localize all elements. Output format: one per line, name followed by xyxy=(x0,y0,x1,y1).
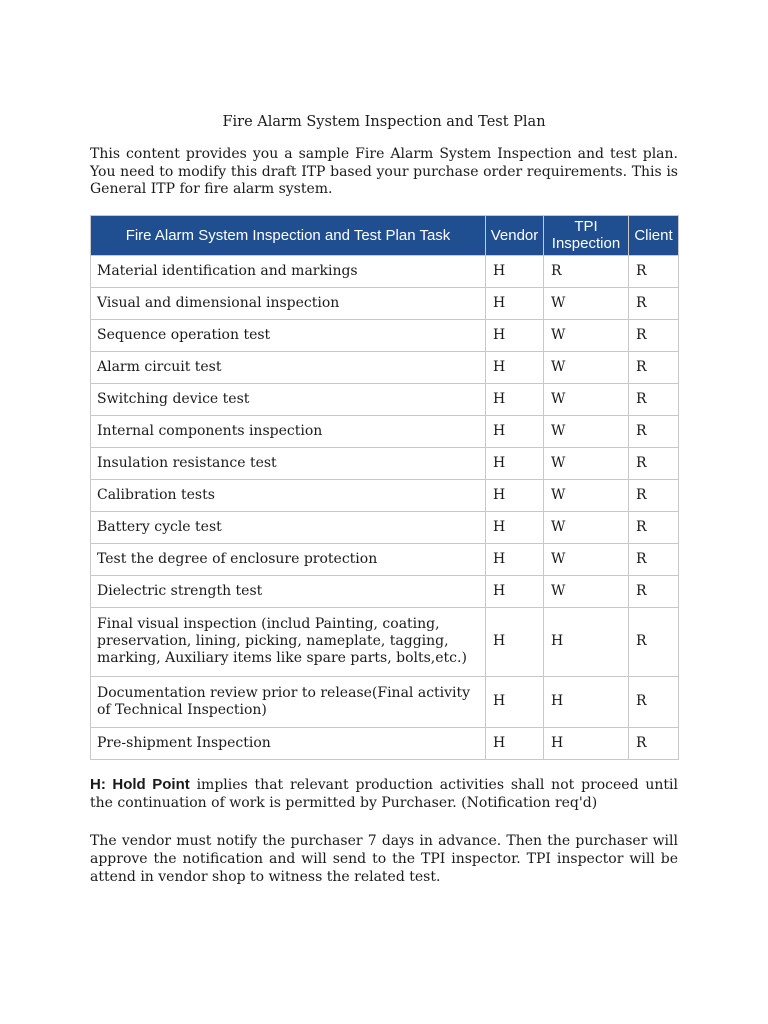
vendor-cell: H xyxy=(486,255,544,287)
client-cell: R xyxy=(629,415,679,447)
client-cell: R xyxy=(629,543,679,575)
table-row xyxy=(91,543,679,575)
tpi-cell: W xyxy=(544,415,629,447)
vendor-cell: H xyxy=(486,543,544,575)
tpi-cell: H xyxy=(544,676,629,727)
vendor-cell: H xyxy=(486,447,544,479)
client-cell: R xyxy=(629,511,679,543)
task-cell: Test the degree of enclosure protection xyxy=(91,543,486,575)
tpi-cell: W xyxy=(544,479,629,511)
vendor-cell: H xyxy=(486,727,544,759)
task-cell: Insulation resistance test xyxy=(91,447,486,479)
client-cell: R xyxy=(629,447,679,479)
intro-paragraph: This content provides you a sample Fire Alarm System Inspection and test plan. You need to modify this draft ITP based your purchase order requirements. This is General ITP for fire alarm system. xyxy=(90,146,678,197)
client-cell: R xyxy=(629,727,679,759)
table-row xyxy=(91,447,679,479)
document-title: Fire Alarm System Inspection and Test Plan xyxy=(222,114,546,130)
vendor-cell: H xyxy=(486,383,544,415)
vendor-cell: H xyxy=(486,607,544,676)
hold-point-term: H: Hold Point xyxy=(90,775,190,793)
task-cell: Battery cycle test xyxy=(91,511,486,543)
tpi-cell: H xyxy=(544,727,629,759)
task-cell: Dielectric strength test xyxy=(91,575,486,607)
table-row xyxy=(91,607,679,676)
client-cell: R xyxy=(629,319,679,351)
table-header-row xyxy=(91,215,679,255)
itp-table xyxy=(90,215,679,760)
vendor-cell: H xyxy=(486,511,544,543)
table-row xyxy=(91,287,679,319)
table-row xyxy=(91,727,679,759)
table-row xyxy=(91,575,679,607)
vendor-cell: H xyxy=(486,351,544,383)
column-header-vendor: Vendor xyxy=(486,215,544,255)
client-cell: R xyxy=(629,287,679,319)
tpi-cell: W xyxy=(544,511,629,543)
task-cell: Alarm circuit test xyxy=(91,351,486,383)
column-header-tpi-label: TPI Inspection xyxy=(551,218,621,252)
table-row xyxy=(91,479,679,511)
tpi-cell: R xyxy=(544,255,629,287)
client-cell: R xyxy=(629,676,679,727)
task-cell: Pre-shipment Inspection xyxy=(91,727,486,759)
document-page xyxy=(90,112,678,886)
hold-point-text: implies that relevant production activities shall not proceed until the continuation of work is permitted by Purchaser. (Notification req'd) xyxy=(90,776,678,811)
table-row xyxy=(91,319,679,351)
task-cell: Switching device test xyxy=(91,383,486,415)
task-cell: Internal components inspection xyxy=(91,415,486,447)
table-body xyxy=(91,255,679,759)
tpi-cell: W xyxy=(544,351,629,383)
table-row xyxy=(91,351,679,383)
client-cell: R xyxy=(629,607,679,676)
task-cell: Material identification and markings xyxy=(91,255,486,287)
tpi-cell: W xyxy=(544,287,629,319)
task-cell: Final visual inspection (includ Painting, coating, preservation, lining, picking, nameplate, tagging, marking, Auxiliary items like spare parts, bolts,etc.) xyxy=(91,607,486,676)
task-cell: Documentation review prior to release(Final activity of Technical Inspection) xyxy=(91,676,486,727)
vendor-cell: H xyxy=(486,575,544,607)
column-header-client: Client xyxy=(629,215,679,255)
client-cell: R xyxy=(629,351,679,383)
tpi-cell: W xyxy=(544,319,629,351)
client-cell: R xyxy=(629,255,679,287)
column-header-task: Fire Alarm System Inspection and Test Plan Task xyxy=(91,215,486,255)
table-row xyxy=(91,511,679,543)
closing-paragraph: The vendor must notify the purchaser 7 days in advance. Then the purchaser will approve the notification and will send to the TPI inspector. TPI inspector will be attend in vendor shop to witness the related test. xyxy=(90,832,678,885)
client-cell: R xyxy=(629,575,679,607)
task-cell: Sequence operation test xyxy=(91,319,486,351)
tpi-cell: W xyxy=(544,383,629,415)
tpi-cell: W xyxy=(544,447,629,479)
tpi-cell: H xyxy=(544,607,629,676)
vendor-cell: H xyxy=(486,287,544,319)
tpi-cell: W xyxy=(544,543,629,575)
task-cell: Visual and dimensional inspection xyxy=(91,287,486,319)
hold-point-note xyxy=(90,776,678,812)
table-row xyxy=(91,676,679,727)
vendor-cell: H xyxy=(486,319,544,351)
table-row xyxy=(91,383,679,415)
vendor-cell: H xyxy=(486,676,544,727)
task-cell: Calibration tests xyxy=(91,479,486,511)
vendor-cell: H xyxy=(486,415,544,447)
column-header-tpi xyxy=(544,215,629,255)
client-cell: R xyxy=(629,383,679,415)
client-cell: R xyxy=(629,479,679,511)
table-row xyxy=(91,415,679,447)
vendor-cell: H xyxy=(486,479,544,511)
table-row xyxy=(91,255,679,287)
tpi-cell: W xyxy=(544,575,629,607)
